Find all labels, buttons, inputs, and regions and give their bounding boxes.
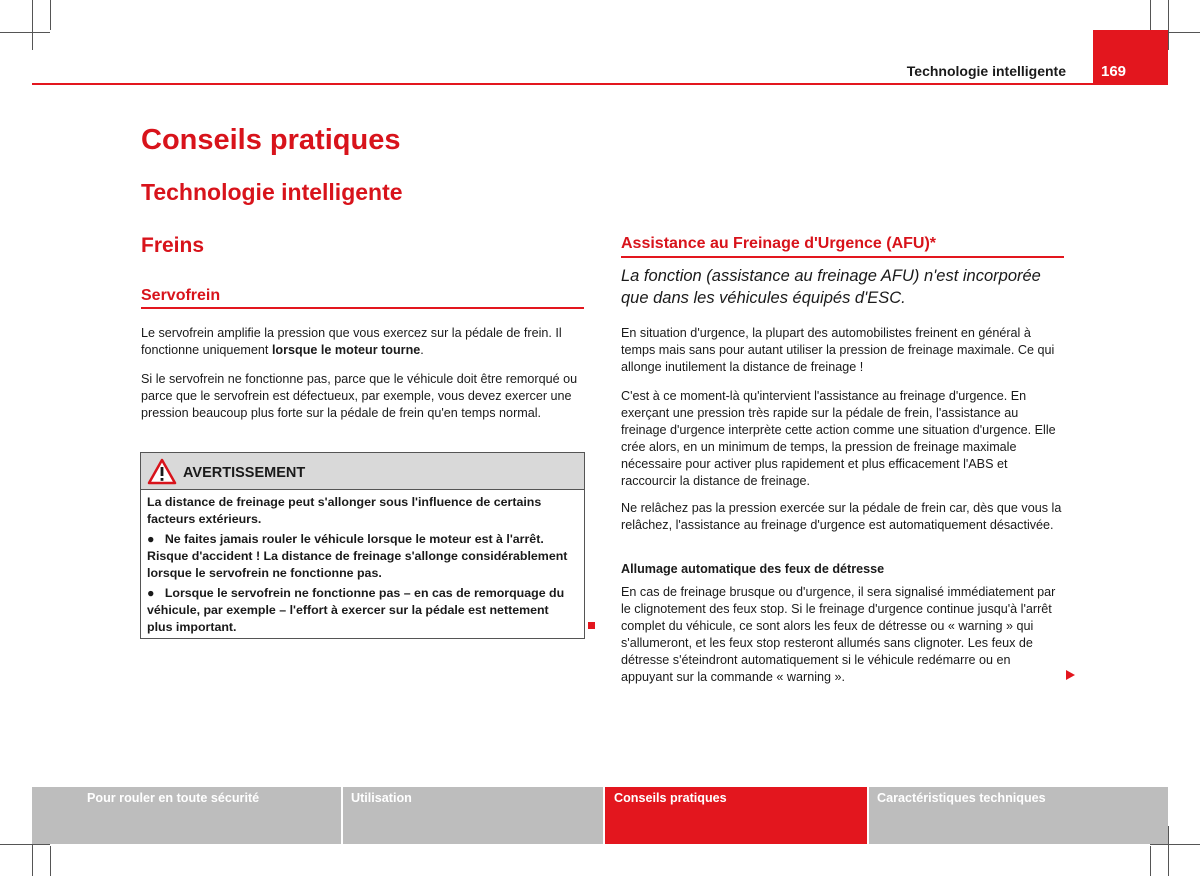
warning-bullet-1-text: Ne faites jamais rouler le véhicule lorsque le moteur est à l'arrêt. Risque d'accident ! La distance de freinage s'allonge considérablement lorsque le servofrein ne fonctionne pas. bbox=[147, 532, 568, 580]
servofrein-p1-text: Le servofrein amplifie la pression que vous exercez sur la pédale de frein. Il fonctionne uniquement bbox=[141, 326, 562, 357]
crop-mark bbox=[0, 32, 50, 33]
crop-mark bbox=[1168, 0, 1169, 50]
warning-bullet-2 bbox=[147, 585, 577, 636]
crop-mark bbox=[1150, 0, 1151, 30]
afu-intro: La fonction (assistance au freinage AFU) n'est incorporée que dans les véhicules équipés d'ESC. bbox=[621, 267, 1041, 307]
afu-heading: Assistance au Freinage d'Urgence (AFU)* bbox=[621, 235, 936, 252]
footer-tab-caracteristiques-label: Caractéristiques techniques bbox=[877, 791, 1046, 805]
crop-mark bbox=[1150, 846, 1151, 876]
warning-box bbox=[140, 452, 585, 639]
footer-tab-securite-label: Pour rouler en toute sécurité bbox=[87, 791, 260, 805]
servofrein-p1-bold: lorsque le moteur tourne bbox=[271, 343, 421, 357]
servofrein-paragraph-1 bbox=[141, 325, 581, 359]
afu-paragraph-4: En cas de freinage brusque ou d'urgence, il sera signalisé immédiatement par le clignotement des feux stop. Si le freinage d'urgence continue jusqu'à l'arrêt complet du véhicule, ce sont alors les feux de détresse ou « warning » qui s'allumeront, et les feux stop resteront allumés sans clignoter. Les feux de détresse s'éteindront automatiquement si le véhicule redémarre ou en appuyant sur la commande « warning ». bbox=[621, 585, 1056, 684]
crop-mark bbox=[1150, 844, 1200, 845]
crop-mark bbox=[0, 844, 50, 845]
warning-bullet-2-text: Lorsque le servofrein ne fonctionne pas – en cas de remorquage du véhicule, par exemple – l'effort à exercer sur la pédale est nettement plus important. bbox=[147, 586, 565, 634]
warning-line-1: La distance de freinage peut s'allonger sous l'influence de certains facteurs extérieurs. bbox=[147, 495, 542, 526]
crop-mark bbox=[50, 0, 51, 30]
servofrein-heading: Servofrein bbox=[141, 287, 221, 304]
crop-mark bbox=[50, 846, 51, 876]
footer-tab-utilisation-label: Utilisation bbox=[351, 791, 412, 805]
crop-mark bbox=[32, 0, 33, 50]
header-rule bbox=[32, 83, 1168, 85]
afu-subheading: Allumage automatique des feux de détresse bbox=[621, 562, 885, 576]
running-title: Technologie intelligente bbox=[906, 63, 1066, 79]
page-number: 169 bbox=[1101, 63, 1127, 80]
warning-bullet-1 bbox=[147, 531, 577, 582]
afu-paragraph-1: En situation d'urgence, la plupart des automobilistes freinent en général à temps mais sans pour autant utiliser la pression de freinage maximale. Ce qui allonge inutilement la distance de freinage ! bbox=[621, 326, 1055, 374]
footer-tab-conseils-label: Conseils pratiques bbox=[614, 791, 727, 805]
section-end-marker bbox=[588, 622, 595, 629]
afu-rule bbox=[621, 256, 1064, 258]
continue-arrow-icon bbox=[1066, 670, 1075, 680]
warning-title: AVERTISSEMENT bbox=[183, 465, 306, 481]
afu-paragraph-3: Ne relâchez pas la pression exercée sur la pédale de frein car, dès que vous la relâchez, l'assistance au freinage d'urgence est automatiquement désactivée. bbox=[621, 501, 1062, 532]
warning-triangle-icon bbox=[147, 458, 177, 485]
subsection-title: Freins bbox=[141, 234, 205, 257]
bullet-icon: ● bbox=[147, 586, 155, 600]
afu-paragraph-2: C'est à ce moment-là qu'intervient l'assistance au freinage d'urgence. En exerçant une pression très rapide sur la pédale de frein, l'assistance au freinage d'urgence interprète cette action comme une situation d'urgence. Elle crée alors, en un minimum de temps, la pression de freinage maximale nécessaire pour activer plus rapidement et plus efficacement l'ABS et raccourcir la distance de freinage. bbox=[621, 389, 1056, 488]
section-title: Technologie intelligente bbox=[141, 179, 403, 205]
servofrein-rule bbox=[141, 307, 584, 309]
servofrein-paragraph-2: Si le servofrein ne fonctionne pas, parce que le véhicule doit être remorqué ou parce que le servofrein est défectueux, par exemple, vous devez exercer une pression beaucoup plus forte sur la pédale de frein qu'en temps normal. bbox=[141, 372, 578, 420]
warning-header bbox=[141, 453, 584, 490]
crop-mark bbox=[1168, 826, 1169, 876]
chapter-title: Conseils pratiques bbox=[141, 124, 401, 156]
bullet-icon: ● bbox=[147, 532, 155, 546]
servofrein-p1-end: . bbox=[420, 343, 424, 357]
